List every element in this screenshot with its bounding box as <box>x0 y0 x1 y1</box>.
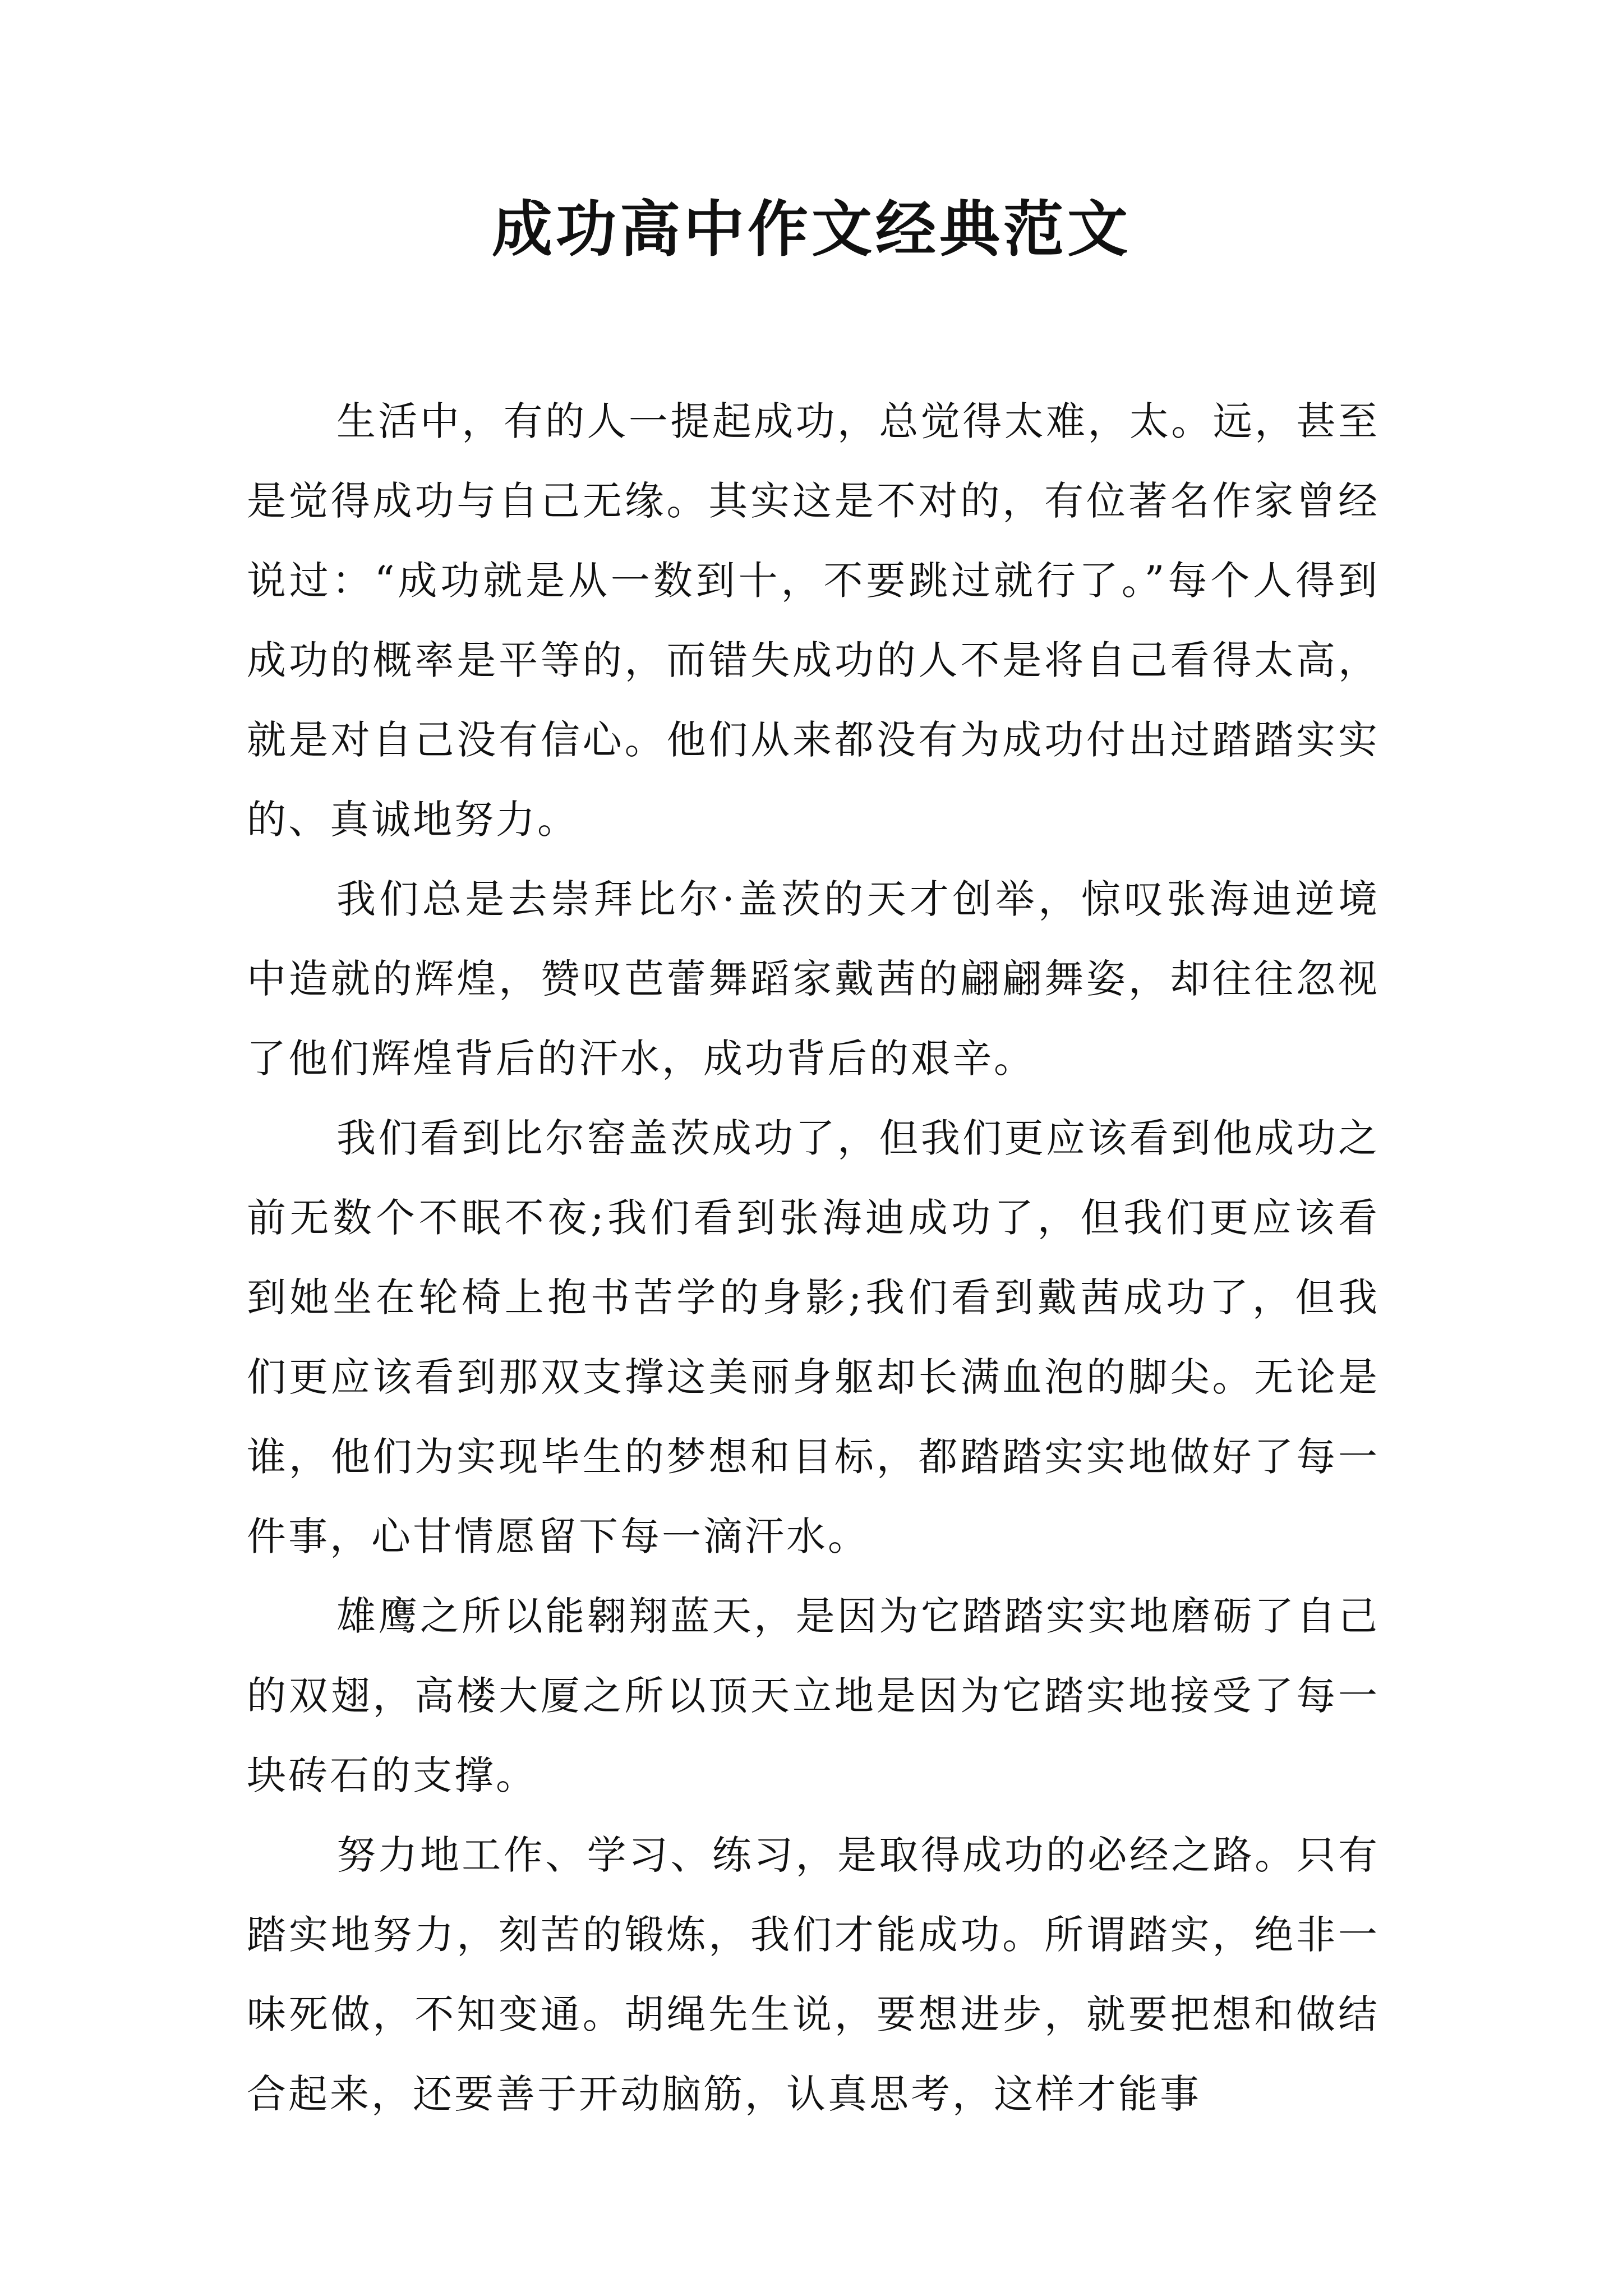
document-title: 成功高中作文经典范文 <box>491 195 1131 265</box>
paragraph-4: 雄鹰之所以能翱翔蓝天，是因为它踏踏实实地磨砺了自己的双翅，高楼大厦之所以顶天立地是因为它踏实地接受了每一块砖石的支撑。 <box>247 1593 1380 1798</box>
paragraph-5: 努力地工作、学习、练习，是取得成功的必经之路。只有踏实地努力，刻苦的锻炼，我们才能成功。所谓踏实，绝非一味死做，不知变通。胡绳先生说，要想进步，就要把想和做结合起来，还要善于开动脑筋，认真思考，这样才能事 <box>247 1832 1380 2117</box>
paragraph-2: 我们总是去崇拜比尔·盖茨的天才创举，惊叹张海迪逆境中造就的辉煌，赞叹芭蕾舞蹈家戴茜的翩翩舞姿，却往往忽视了他们辉煌背后的汗水，成功背后的艰辛。 <box>247 876 1380 1082</box>
paragraph-1: 生活中，有的人一提起成功，总觉得太难，太。远，甚至是觉得成功与自己无缘。其实这是不对的，有位著名作家曾经说过：“成功就是从一数到十，不要跳过就行了。”每个人得到成功的概率是平等的，而错失成功的人不是将自己看得太高，就是对自己没有信心。他们从来都没有为成功付出过踏踏实实的、真诚地努力。 <box>247 398 1380 843</box>
document-body <box>247 381 1380 2134</box>
paragraph-3: 我们看到比尔窑盖茨成功了，但我们更应该看到他成功之前无数个不眠不夜;我们看到张海迪成功了，但我们更应该看到她坐在轮椅上抱书苦学的身影;我们看到戴茜成功了，但我们更应该看到那双支撑这美丽身躯却长满血泡的脚尖。无论是谁，他们为实现毕生的梦想和目标，都踏踏实实地做好了每一件事，心甘情愿留下每一滴汗水。 <box>247 1115 1380 1559</box>
